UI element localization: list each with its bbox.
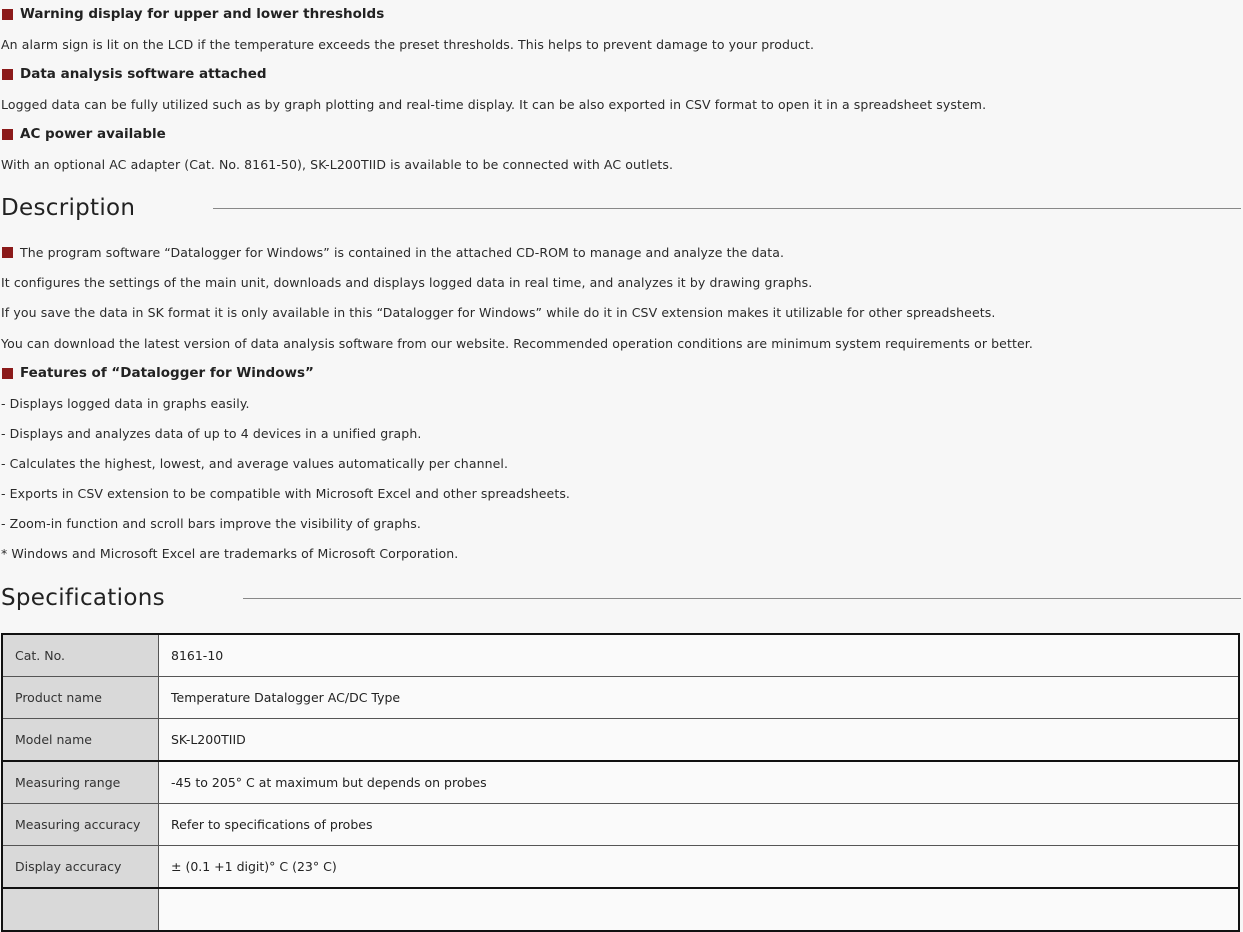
spec-label bbox=[2, 888, 159, 931]
description-section-header bbox=[1, 193, 1241, 223]
table-row bbox=[2, 761, 1239, 804]
spec-value: Temperature Datalogger AC/DC Type bbox=[159, 677, 1240, 719]
table-row bbox=[2, 846, 1239, 889]
feature-heading-thresholds: Warning display for upper and lower thresholds bbox=[2, 6, 384, 22]
section-title-specifications: Specifications bbox=[1, 585, 165, 611]
feature-text-thresholds: An alarm sign is lit on the LCD if the temperature exceeds the preset thresholds. This helps to prevent damage to your product. bbox=[1, 37, 815, 52]
feature-text-ac-power: With an optional AC adapter (Cat. No. 8161-50), SK-L200TIID is available to be connected with AC outlets. bbox=[1, 157, 674, 172]
list-item: - Displays and analyzes data of up to 4 devices in a unified graph. bbox=[1, 426, 422, 441]
spec-value bbox=[159, 888, 1240, 931]
feature-heading-ac-power: AC power available bbox=[2, 126, 166, 142]
list-item: - Exports in CSV extension to be compatible with Microsoft Excel and other spreadsheets. bbox=[1, 486, 571, 501]
spec-label: Measuring range bbox=[2, 761, 159, 804]
section-divider bbox=[243, 598, 1241, 599]
spec-label: Display accuracy bbox=[2, 846, 159, 889]
table-row bbox=[2, 888, 1239, 931]
description-line: If you save the data in SK format it is only available in this “Datalogger for Windows” while do it in CSV extension makes it utilizable for other spreadsheets. bbox=[1, 305, 996, 320]
bullet-square-icon bbox=[2, 69, 13, 80]
table-row bbox=[2, 719, 1239, 762]
specifications-section-header bbox=[1, 583, 1241, 613]
list-item: - Calculates the highest, lowest, and average values automatically per channel. bbox=[1, 456, 509, 471]
spec-label: Model name bbox=[2, 719, 159, 762]
description-line: You can download the latest version of data analysis software from our website. Recommended operation conditions are minimum system requirements or better. bbox=[1, 336, 1033, 351]
spec-value: Refer to specifications of probes bbox=[159, 804, 1240, 846]
section-title-description: Description bbox=[1, 195, 136, 221]
description-line: It configures the settings of the main unit, downloads and displays logged data in real time, and analyzes it by drawing graphs. bbox=[1, 275, 813, 290]
spec-value: 8161-10 bbox=[159, 634, 1240, 677]
bullet-square-icon bbox=[2, 368, 13, 379]
spec-label: Product name bbox=[2, 677, 159, 719]
spec-value: SK-L200TIID bbox=[159, 719, 1240, 762]
bullet-square-icon bbox=[2, 9, 13, 20]
bullet-square-icon bbox=[2, 247, 13, 258]
software-features-heading: Features of “Datalogger for Windows” bbox=[2, 365, 314, 381]
spec-label: Measuring accuracy bbox=[2, 804, 159, 846]
feature-text-software: Logged data can be fully utilized such as by graph plotting and real-time display. It can be also exported in CSV format to open it in a spreadsheet system. bbox=[1, 97, 987, 112]
spec-value: -45 to 205° C at maximum but depends on probes bbox=[159, 761, 1240, 804]
table-row bbox=[2, 804, 1239, 846]
feature-heading-software: Data analysis software attached bbox=[2, 66, 267, 82]
spec-value: ± (0.1 +1 digit)° C (23° C) bbox=[159, 846, 1240, 889]
section-divider bbox=[213, 208, 1241, 209]
spec-label: Cat. No. bbox=[2, 634, 159, 677]
table-row bbox=[2, 677, 1239, 719]
list-item: - Displays logged data in graphs easily. bbox=[1, 396, 250, 411]
bullet-square-icon bbox=[2, 129, 13, 140]
description-intro: The program software “Datalogger for Windows” is contained in the attached CD-ROM to manage and analyze the data. bbox=[2, 245, 784, 260]
table-row bbox=[2, 634, 1239, 677]
trademark-note: * Windows and Microsoft Excel are trademarks of Microsoft Corporation. bbox=[1, 546, 459, 561]
list-item: - Zoom-in function and scroll bars improve the visibility of graphs. bbox=[1, 516, 421, 531]
specifications-table bbox=[1, 633, 1240, 932]
